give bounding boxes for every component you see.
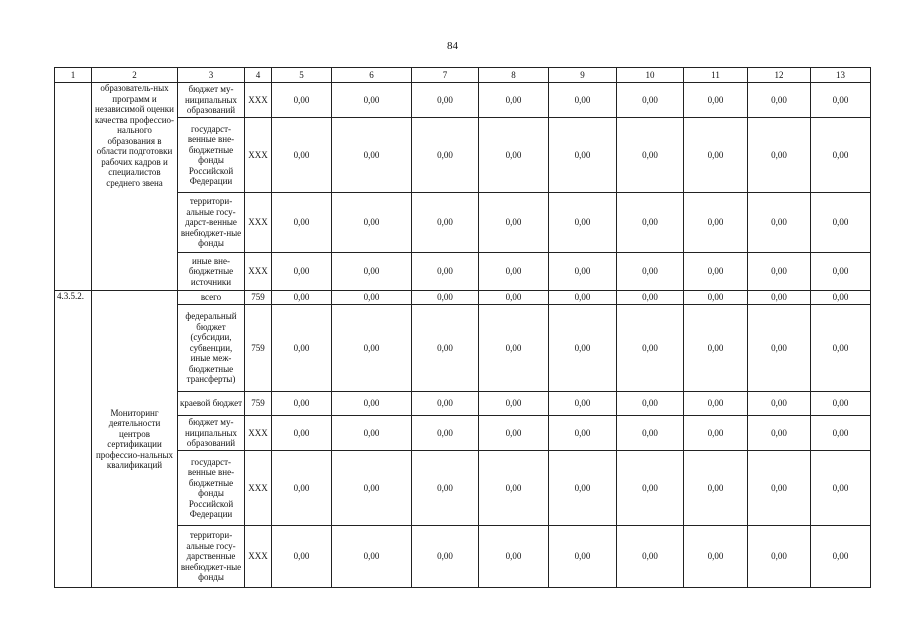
amount-cell: 0,00 bbox=[549, 291, 617, 305]
amount-cell: 0,00 bbox=[479, 305, 549, 392]
budget-code: 759 bbox=[245, 392, 272, 416]
amount-cell: 0,00 bbox=[332, 416, 412, 451]
amount-cell: 0,00 bbox=[412, 193, 479, 253]
amount-cell: 0,00 bbox=[479, 291, 549, 305]
funding-source: краевой бюджет bbox=[178, 392, 245, 416]
amount-cell: 0,00 bbox=[479, 118, 549, 193]
amount-cell: 0,00 bbox=[684, 451, 748, 526]
amount-cell: 0,00 bbox=[811, 416, 871, 451]
amount-cell: 0,00 bbox=[332, 305, 412, 392]
column-header: 12 bbox=[748, 68, 811, 83]
page-number: 84 bbox=[447, 40, 458, 52]
amount-cell: 0,00 bbox=[549, 526, 617, 588]
amount-cell: 0,00 bbox=[412, 305, 479, 392]
amount-cell: 0,00 bbox=[549, 118, 617, 193]
amount-cell: 0,00 bbox=[748, 118, 811, 193]
amount-cell: 0,00 bbox=[811, 193, 871, 253]
amount-cell: 0,00 bbox=[811, 451, 871, 526]
column-header: 1 bbox=[55, 68, 92, 83]
amount-cell: 0,00 bbox=[479, 83, 549, 118]
amount-cell: 0,00 bbox=[811, 526, 871, 588]
activity-name: Мониторинг деятельности центров сертификации профессио-нальных квалификаций bbox=[92, 291, 178, 588]
amount-cell: 0,00 bbox=[412, 291, 479, 305]
amount-cell: 0,00 bbox=[332, 451, 412, 526]
amount-cell: 0,00 bbox=[412, 253, 479, 291]
budget-code: XXX bbox=[245, 526, 272, 588]
column-header: 3 bbox=[178, 68, 245, 83]
budget-code: XXX bbox=[245, 253, 272, 291]
funding-source: государст-венные вне-бюджетные фонды Российской Федерации bbox=[178, 118, 245, 193]
funding-source: всего bbox=[178, 291, 245, 305]
row-code bbox=[55, 83, 92, 291]
amount-cell: 0,00 bbox=[617, 526, 684, 588]
amount-cell: 0,00 bbox=[549, 305, 617, 392]
amount-cell: 0,00 bbox=[617, 83, 684, 118]
amount-cell: 0,00 bbox=[412, 83, 479, 118]
funding-source: бюджет му-ниципальных образований bbox=[178, 83, 245, 118]
budget-code: XXX bbox=[245, 83, 272, 118]
amount-cell: 0,00 bbox=[332, 392, 412, 416]
amount-cell: 0,00 bbox=[412, 392, 479, 416]
amount-cell: 0,00 bbox=[332, 253, 412, 291]
budget-code: XXX bbox=[245, 451, 272, 526]
amount-cell: 0,00 bbox=[272, 118, 332, 193]
table-row bbox=[55, 83, 871, 118]
amount-cell: 0,00 bbox=[272, 83, 332, 118]
amount-cell: 0,00 bbox=[748, 193, 811, 253]
table-row bbox=[55, 305, 871, 392]
amount-cell: 0,00 bbox=[272, 253, 332, 291]
amount-cell: 0,00 bbox=[549, 392, 617, 416]
amount-cell: 0,00 bbox=[272, 305, 332, 392]
budget-code: 759 bbox=[245, 305, 272, 392]
funding-source: государст-венные вне-бюджетные фонды Российской Федерации bbox=[178, 451, 245, 526]
amount-cell: 0,00 bbox=[549, 451, 617, 526]
table-row bbox=[55, 526, 871, 588]
amount-cell: 0,00 bbox=[479, 416, 549, 451]
amount-cell: 0,00 bbox=[684, 305, 748, 392]
amount-cell: 0,00 bbox=[479, 526, 549, 588]
amount-cell: 0,00 bbox=[748, 451, 811, 526]
table-row bbox=[55, 392, 871, 416]
amount-cell: 0,00 bbox=[617, 118, 684, 193]
amount-cell: 0,00 bbox=[549, 416, 617, 451]
table-row bbox=[55, 291, 871, 305]
funding-source: бюджет му-ниципальных образований bbox=[178, 416, 245, 451]
amount-cell: 0,00 bbox=[748, 291, 811, 305]
header-row bbox=[55, 68, 871, 83]
amount-cell: 0,00 bbox=[332, 526, 412, 588]
amount-cell: 0,00 bbox=[617, 193, 684, 253]
amount-cell: 0,00 bbox=[684, 118, 748, 193]
amount-cell: 0,00 bbox=[617, 451, 684, 526]
budget-code: XXX bbox=[245, 416, 272, 451]
table-row bbox=[55, 451, 871, 526]
column-header: 13 bbox=[811, 68, 871, 83]
budget-code: XXX bbox=[245, 118, 272, 193]
amount-cell: 0,00 bbox=[617, 416, 684, 451]
budget-table bbox=[54, 67, 871, 588]
amount-cell: 0,00 bbox=[684, 83, 748, 118]
amount-cell: 0,00 bbox=[332, 291, 412, 305]
column-header: 5 bbox=[272, 68, 332, 83]
amount-cell: 0,00 bbox=[748, 83, 811, 118]
funding-source: федеральный бюджет (субсидии, субвенции, иные меж-бюджетные трансферты) bbox=[178, 305, 245, 392]
amount-cell: 0,00 bbox=[748, 392, 811, 416]
row-code: 4.3.5.2. bbox=[55, 291, 92, 588]
amount-cell: 0,00 bbox=[811, 253, 871, 291]
amount-cell: 0,00 bbox=[748, 416, 811, 451]
amount-cell: 0,00 bbox=[811, 392, 871, 416]
table-row bbox=[55, 193, 871, 253]
amount-cell: 0,00 bbox=[549, 193, 617, 253]
amount-cell: 0,00 bbox=[479, 193, 549, 253]
amount-cell: 0,00 bbox=[748, 526, 811, 588]
amount-cell: 0,00 bbox=[272, 526, 332, 588]
amount-cell: 0,00 bbox=[412, 416, 479, 451]
amount-cell: 0,00 bbox=[684, 291, 748, 305]
column-header: 6 bbox=[332, 68, 412, 83]
column-header: 2 bbox=[92, 68, 178, 83]
amount-cell: 0,00 bbox=[617, 253, 684, 291]
table-row bbox=[55, 253, 871, 291]
budget-code: XXX bbox=[245, 193, 272, 253]
amount-cell: 0,00 bbox=[479, 451, 549, 526]
amount-cell: 0,00 bbox=[684, 526, 748, 588]
column-header: 7 bbox=[412, 68, 479, 83]
amount-cell: 0,00 bbox=[684, 392, 748, 416]
column-header: 9 bbox=[549, 68, 617, 83]
amount-cell: 0,00 bbox=[332, 83, 412, 118]
amount-cell: 0,00 bbox=[272, 392, 332, 416]
amount-cell: 0,00 bbox=[617, 305, 684, 392]
amount-cell: 0,00 bbox=[412, 118, 479, 193]
amount-cell: 0,00 bbox=[272, 291, 332, 305]
table-body bbox=[55, 83, 871, 588]
budget-code: 759 bbox=[245, 291, 272, 305]
funding-source: иные вне-бюджетные источники bbox=[178, 253, 245, 291]
amount-cell: 0,00 bbox=[272, 416, 332, 451]
amount-cell: 0,00 bbox=[332, 193, 412, 253]
amount-cell: 0,00 bbox=[617, 392, 684, 416]
column-header: 4 bbox=[245, 68, 272, 83]
amount-cell: 0,00 bbox=[811, 291, 871, 305]
activity-name: образователь-ных программ и независимой оценки качества профессио-нального образования в области подготовки рабочих кадров и специалистов среднего звена bbox=[92, 83, 178, 291]
amount-cell: 0,00 bbox=[811, 83, 871, 118]
amount-cell: 0,00 bbox=[748, 253, 811, 291]
amount-cell: 0,00 bbox=[549, 83, 617, 118]
amount-cell: 0,00 bbox=[412, 526, 479, 588]
amount-cell: 0,00 bbox=[811, 118, 871, 193]
amount-cell: 0,00 bbox=[272, 193, 332, 253]
amount-cell: 0,00 bbox=[684, 193, 748, 253]
amount-cell: 0,00 bbox=[479, 392, 549, 416]
amount-cell: 0,00 bbox=[412, 451, 479, 526]
column-header: 10 bbox=[617, 68, 684, 83]
amount-cell: 0,00 bbox=[684, 253, 748, 291]
amount-cell: 0,00 bbox=[684, 416, 748, 451]
amount-cell: 0,00 bbox=[811, 305, 871, 392]
amount-cell: 0,00 bbox=[479, 253, 549, 291]
amount-cell: 0,00 bbox=[272, 451, 332, 526]
table-row bbox=[55, 416, 871, 451]
table-row bbox=[55, 118, 871, 193]
amount-cell: 0,00 bbox=[549, 253, 617, 291]
funding-source: территори-альные госу-дарст-венные внебюджет-ные фонды bbox=[178, 193, 245, 253]
amount-cell: 0,00 bbox=[617, 291, 684, 305]
amount-cell: 0,00 bbox=[748, 305, 811, 392]
funding-source: территори-альные госу-дарственные внебюджет-ные фонды bbox=[178, 526, 245, 588]
column-header: 11 bbox=[684, 68, 748, 83]
column-header: 8 bbox=[479, 68, 549, 83]
amount-cell: 0,00 bbox=[332, 118, 412, 193]
